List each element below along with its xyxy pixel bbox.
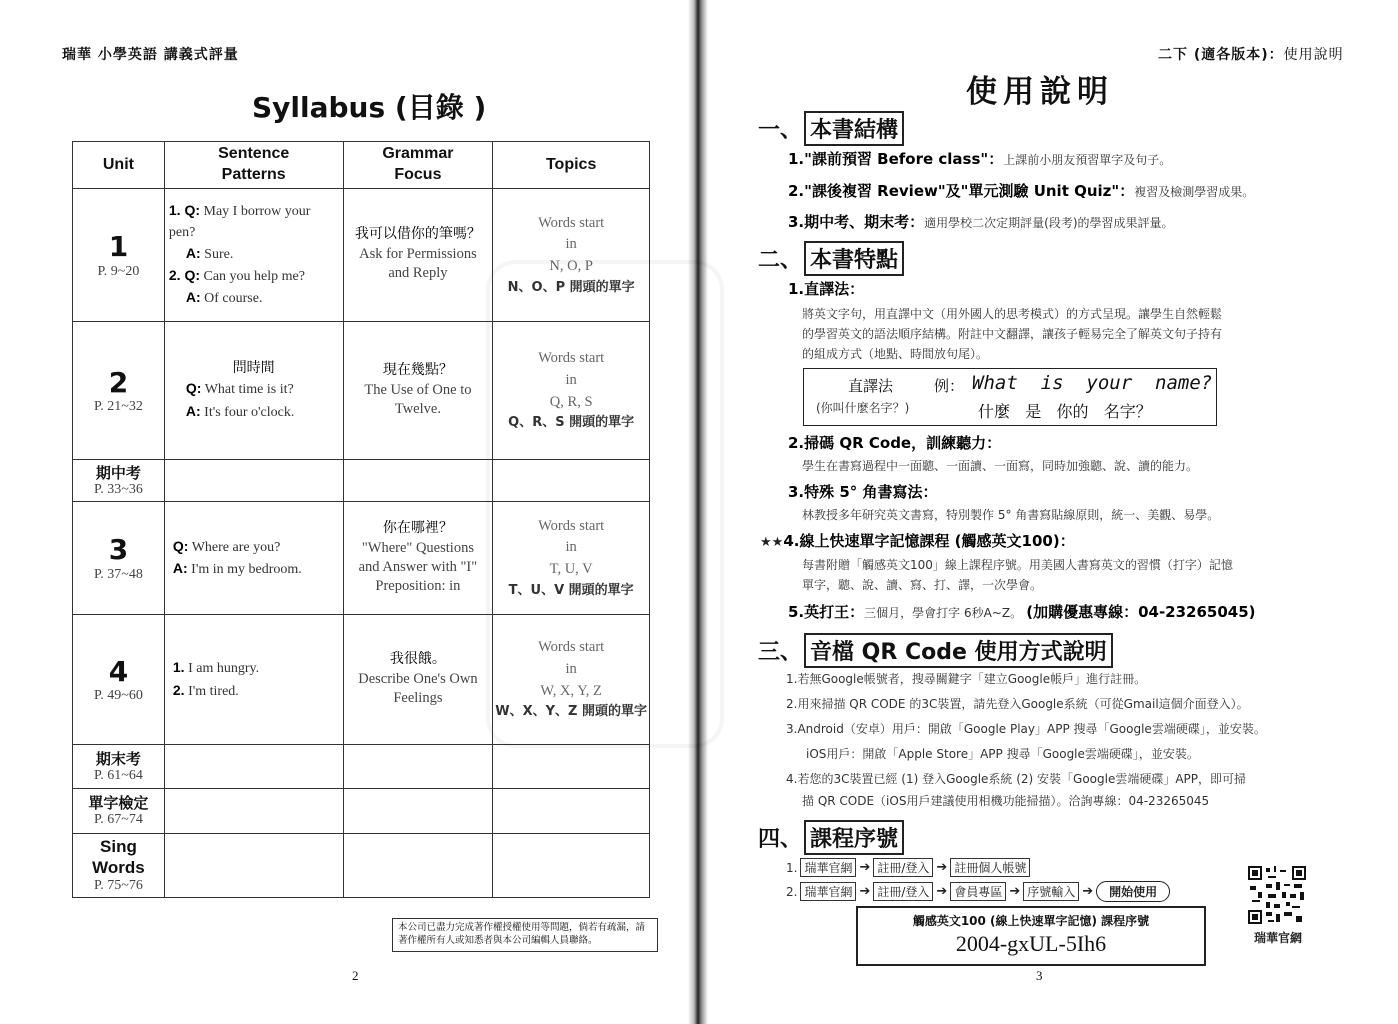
sentence-text: What time is it? (204, 382, 294, 398)
course-serial-box (856, 906, 1206, 966)
section-title: 課程序號 (804, 820, 904, 855)
section-name: 使用說明 (1283, 47, 1344, 63)
topic-chinese: N、O、P 開頭的單字 (507, 279, 635, 295)
grammar-chinese: 我很餓。 (389, 650, 446, 667)
edition-header (1158, 44, 1344, 64)
item-number: 2. (172, 681, 185, 698)
unit-number: 2 (108, 365, 129, 399)
grammar-cell (343, 189, 493, 322)
empty-cell (164, 834, 343, 898)
table-row-sing-words (73, 834, 650, 898)
header-topics: Topics (493, 142, 650, 189)
sentence-text: Where are you? (191, 539, 281, 555)
topic-letters: W, X, Y, Z (540, 682, 602, 699)
topic-chinese: T、U、V 開頭的單字 (508, 582, 634, 598)
grammar-english: The Use of One to Twelve. (364, 381, 472, 417)
sentence-text: May I borrow your pen? (168, 204, 311, 240)
empty-cell (493, 745, 650, 789)
sec2-item-4-line-1: 每書附贈「觸感英文100」線上課程序號。用美國人書寫英文的習慣（打字）記憶 (802, 558, 1233, 572)
section-number: 三、 (758, 640, 803, 665)
step-register-login: 註冊/登入 (873, 882, 933, 901)
topic-line: in (565, 539, 577, 556)
topic-letters: T, U, V (549, 561, 593, 578)
unit-cell (73, 189, 165, 322)
topic-line: Words start (538, 214, 605, 231)
qr-label: 瑞華官網 (1254, 931, 1303, 945)
grammar-chinese: 我可以借你的筆嗎？ (354, 226, 481, 243)
page-number: 3 (1036, 968, 1043, 983)
serial-code: 2004-gxUL-5Ih6 (955, 931, 1107, 956)
label-a: A: (185, 244, 201, 261)
unit-name: 單字檢定 (88, 794, 149, 812)
sec2-item-1-line-2: 的學習英文的語法順序結構。附註中文翻譯，讓孩子輕易完全了解英文句子持有 (802, 327, 1223, 341)
sec3-line-1: 1.若無Google帳號者，搜尋關鍵字「建立Google帳戶」進行註冊。 (786, 672, 1147, 686)
start-use-badge: 開始使用 (1096, 881, 1170, 902)
grammar-cell (343, 322, 493, 460)
unit-cell (73, 502, 165, 615)
demo-english: What is your name? (972, 372, 1213, 394)
section-number: 二、 (758, 248, 803, 273)
unit-pages: P. 49~60 (94, 688, 143, 704)
unit-cell (73, 460, 165, 502)
demo-subtitle: (你叫什麼名字？) (816, 401, 910, 415)
sentence-chinese: 問時間 (232, 360, 275, 377)
sentence-text: I'm in my bedroom. (191, 562, 302, 577)
step-register-account: 註冊個人帳號 (950, 858, 1030, 877)
unit-pages: P. 75~76 (94, 877, 143, 893)
sec2-item-1-line-3: 的組成方式（地點、時間放句尾）。 (802, 347, 989, 361)
item-text: 複習及檢測學習成果。 (1134, 185, 1255, 199)
unit-name: 期末考 (95, 749, 141, 768)
arrow-right-icon: ➔ (1082, 884, 1094, 899)
step-number: 1. (786, 860, 798, 875)
label-a: A: (172, 560, 188, 576)
unit-pages: P. 21~32 (94, 399, 143, 415)
edition-label: 二下 (適各版本)： (1158, 47, 1284, 63)
header-grammar-focus: Grammar Focus (343, 142, 493, 189)
header-sentence-patterns: Sentence Patterns (164, 142, 343, 189)
step-register-login: 註冊/登入 (873, 858, 933, 877)
demo-label: 直譯法 (848, 377, 894, 395)
item-label: 4.線上快速單字記憶課程 (觸感英文100)： (783, 532, 1075, 550)
empty-cell (343, 460, 493, 502)
sentence-cell (164, 502, 343, 615)
section-1-heading (758, 111, 904, 146)
section-title: 音檔 QR Code 使用方式說明 (804, 633, 1113, 668)
sec2-item-3-label (788, 481, 938, 502)
sentence-cell (164, 322, 343, 460)
unit-pages: P. 61~64 (94, 767, 143, 783)
unit-number: 3 (108, 533, 129, 567)
sec2-item-4-line-2: 單字，聽、說、讀、寫、打、譯，一次學會。 (802, 578, 1043, 592)
unit-cell (73, 834, 165, 898)
topic-line: Words start (538, 350, 605, 367)
section-2-heading (758, 241, 904, 276)
demo-example-label: 例： (934, 377, 965, 395)
empty-cell (343, 789, 493, 834)
sec3-line-3: 3.Android（安卓）用戶：開啟「Google Play」APP 搜尋「Google雲端硬碟」，並安裝。 (786, 722, 1266, 736)
empty-cell (343, 834, 493, 898)
unit-cell (73, 322, 165, 460)
arrow-right-icon: ➔ (936, 884, 948, 899)
label-q: Q: (172, 537, 189, 554)
qr-code-icon (1248, 866, 1306, 924)
sec3-line-2: 2.用來掃描 QR CODE 的3C裝置，請先登入Google系統（可從Gmail這個介面登入）。 (786, 697, 1249, 711)
item-label: 1.直譯法： (788, 280, 865, 298)
demo-chinese: 什麼 是 你的 名字？ (978, 402, 1152, 421)
sec3-line-3b: iOS用戶：開啟「Apple Store」APP 搜尋「Google雲端硬碟」，並安裝。 (806, 747, 1199, 761)
empty-cell (164, 789, 343, 834)
item-label: 3.特殊 5° 角書寫法： (788, 483, 938, 501)
table-header-row (73, 142, 650, 189)
syllabus-title: Syllabus (目錄 ) (252, 91, 487, 124)
grammar-english: Ask for Permissions and Reply (359, 246, 477, 282)
unit-number: 4 (108, 654, 129, 688)
item-label: 3.期中考、期末考： (788, 213, 925, 231)
topic-line: in (565, 371, 577, 388)
sentence-text: Can you help me? (203, 269, 305, 285)
empty-cell (343, 745, 493, 789)
unit-pages: P. 9~20 (97, 263, 140, 279)
arrow-right-icon: ➔ (859, 860, 871, 875)
item-number: 1. (172, 659, 185, 676)
sec1-line-2 (788, 180, 1254, 201)
item-label: 2."課後複習 Review"及"單元測驗 Unit Quiz"： (788, 182, 1135, 200)
item-text: 三個月，學會打字 6秒A~Z。 (864, 606, 1023, 620)
sentence-text: It's four o'clock. (204, 404, 295, 420)
step-official-site: 瑞華官網 (800, 882, 856, 901)
section-number: 一、 (758, 118, 803, 143)
topic-line: in (565, 660, 577, 677)
header-unit: Unit (73, 142, 165, 189)
section-number: 四、 (758, 827, 803, 852)
sentence-text: I'm tired. (188, 683, 239, 699)
arrow-right-icon: ➔ (859, 884, 871, 899)
item-text: 適用學校二次定期評量(段考)的學習成果評量。 (924, 216, 1174, 230)
topic-line: Words start (538, 517, 605, 534)
step-row-2 (786, 881, 1170, 902)
label-a: A: (185, 402, 201, 419)
star-icon: ★★ (760, 535, 784, 550)
literal-translation-example (803, 368, 1217, 426)
item-text: 上課前小朋友預習單字及句子。 (1003, 153, 1172, 167)
copyright-note: 本公司已盡力完成著作權授權使用等問題，倘若有疏漏，請著作權所有人或知悉者與本公司編輯人員聯絡。 (392, 918, 658, 952)
label-q: 1. Q: (168, 202, 200, 219)
sentence-text: Sure. (204, 246, 234, 262)
grammar-english: "Where" Questions and Answer with "I" Preposition: in (358, 539, 478, 594)
topic-letters: Q, R, S (549, 393, 593, 410)
instructions-title: 使用說明 (966, 74, 1114, 110)
section-title: 本書結構 (804, 111, 904, 146)
step-member-area: 會員專區 (950, 882, 1006, 901)
section-4-heading (758, 820, 904, 855)
unit-name: Sing Words (92, 837, 145, 877)
sec2-item-1-line-1: 將英文字句，用直譯中文（用外國人的思考模式）的方式呈現。讓學生自然輕鬆 (802, 307, 1223, 321)
step-enter-serial: 序號輸入 (1023, 882, 1079, 901)
book-series-header: 瑞華 小學英語 講義式評量 (62, 47, 239, 63)
topic-line: in (565, 236, 577, 253)
sentence-text: I am hungry. (188, 661, 260, 677)
sentence-cell (164, 189, 343, 322)
sec2-item-4-label (760, 530, 1075, 551)
empty-cell (164, 460, 343, 502)
label-a: A: (185, 289, 201, 306)
arrow-right-icon: ➔ (936, 860, 948, 875)
section-title: 本書特點 (804, 241, 904, 276)
topic-letters: N, O, P (549, 258, 593, 275)
topic-line: Words start (538, 639, 605, 656)
label-q: 2. Q: (168, 267, 200, 284)
grammar-cell (343, 615, 493, 745)
sec3-line-4: 4.若您的3C裝置已經 (1) 登入Google系統 (2) 安裝「Google雲端硬碟」APP，即可掃 (786, 772, 1247, 786)
table-row-vocab-test (73, 789, 650, 834)
unit-number: 1 (108, 230, 129, 264)
sec2-item-2-label (788, 432, 1001, 453)
sec1-line-1 (788, 148, 1171, 169)
empty-cell (493, 789, 650, 834)
empty-cell (164, 745, 343, 789)
unit-pages: P. 37~48 (94, 566, 143, 582)
grammar-chinese: 現在幾點？ (382, 361, 453, 378)
sec2-item-2-text: 學生在書寫過程中一面聽、一面讀、一面寫，同時加強聽、說、讀的能力。 (802, 459, 1199, 473)
step-number: 2. (786, 884, 798, 899)
label-q: Q: (185, 380, 202, 397)
unit-cell (73, 615, 165, 745)
grammar-chinese: 你在哪裡？ (382, 519, 453, 536)
table-row-final (73, 745, 650, 789)
sentence-text: Of course. (204, 291, 263, 307)
unit-name: 期中考 (95, 463, 141, 482)
sec2-item-5 (788, 601, 1256, 622)
item-label: 1."課前預習 Before class"： (788, 150, 1004, 168)
sec3-line-4b: 描 QR CODE（iOS用戶建議使用相機功能掃描）。洽詢專線：04-23265045 (802, 794, 1210, 808)
watermark (486, 260, 724, 748)
item-label: 5.英打王： (788, 603, 865, 621)
sec2-item-1-label (788, 278, 864, 299)
unit-cell (73, 745, 165, 789)
topic-chinese: Q、R、S 開頭的單字 (508, 415, 635, 431)
serial-title: 觸感英文100 (線上快速單字記憶) 課程序號 (912, 914, 1150, 928)
empty-cell (493, 834, 650, 898)
unit-pages: P. 33~36 (94, 481, 143, 497)
step-official-site: 瑞華官網 (800, 858, 856, 877)
grammar-english: Describe One's Own Feelings (358, 670, 478, 706)
topic-chinese: W、X、Y、Z 開頭的單字 (495, 704, 648, 720)
page-number: 2 (352, 968, 359, 983)
item-label: 2.掃碼 QR Code，訓練聽力： (788, 434, 1002, 452)
arrow-right-icon: ➔ (1009, 884, 1021, 899)
hotline-text: (加購優惠專線：04-23265045) (1026, 603, 1256, 621)
unit-cell (73, 789, 165, 834)
grammar-cell (343, 502, 493, 615)
step-row-1 (786, 858, 1030, 877)
sec2-item-3-text: 林教授多年研究英文書寫，特別製作 5° 角書寫貼線原則，統一、美觀、易學。 (802, 508, 1220, 522)
sec1-line-3 (788, 211, 1174, 232)
section-3-heading (758, 633, 1113, 668)
unit-pages: P. 67~74 (94, 812, 143, 827)
sentence-cell (164, 615, 343, 745)
